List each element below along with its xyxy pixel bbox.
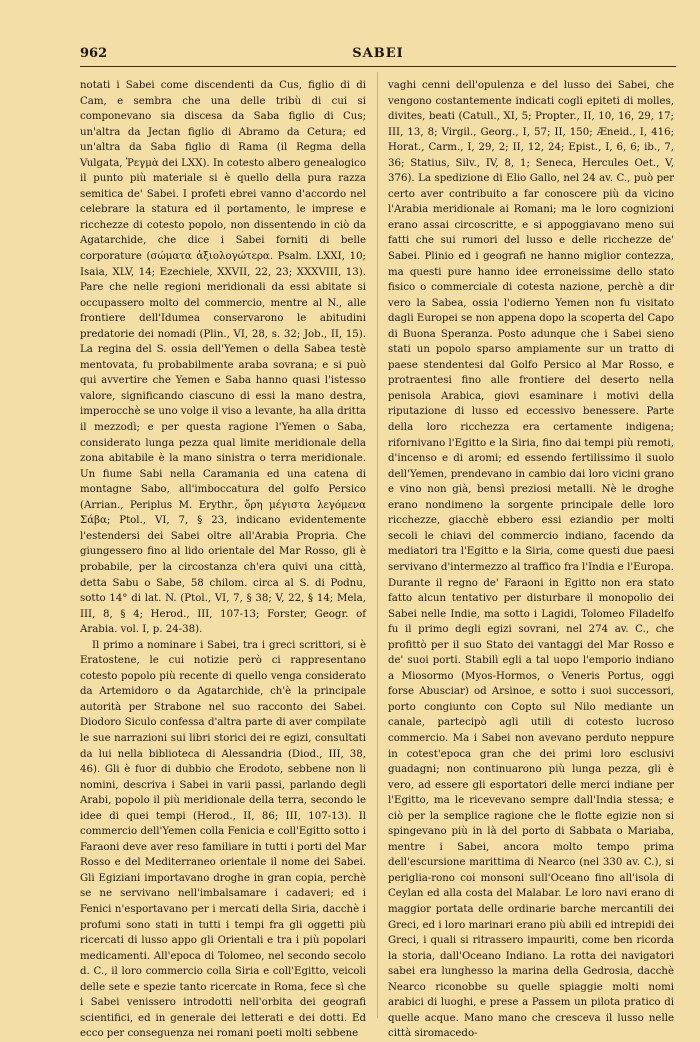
page-header [80,44,676,67]
right-paragraph-1: vaghi cenni dell'opulenza e del lusso dei Sabei, che vengono costantemente indicati cogli epiteti di molles, divites, beati (Catull., XI, 5; Propter., II, 10, 16, 29, 17; III, 13, 8; Virgil., Georg., I, 57; II, 150; Æneid., I, 416; Horat., Carm., I, 29, 2; II, 12, 24; Epist., I, 6, 6; ib., 7, 36; Statius, Silv., IV, 8, 1; Seneca, Hercules Oet., V, 376). La spedizione di Elio Gallo, nel 24 av. C., può per certo aver contribuito a far conoscere più da vicino l'Arabia meridionale ai Romani; ma le loro cognizioni erano assai circoscritte, e si appoggiavano meno sui fatti che sui rumori del lusso e delle ricchezze de' Sabei. Plinio ed i geografi ne hanno miglior contezza, ma questi pure hanno idee erroneissime dello stato fisico o commerciale di cotesta nazione, perchè a dir vero la Sabea, ossia l'odierno Yemen non fu visitato dagli Europei se non appena dopo la scoperta del Capo di Buona Speranza. Posto adunque che i Sabei sieno stati un popolo sparso ampiamente sur un tratto di paese stendentesi dal Golfo Persico al Mar Rosso, e protraentesi fino alle frontiere del deserto nella penisola Arabica, giovi esaminare i motivi della riputazione di lusso ed eccessivo benessere. Parte della loro ricchezza era certamente indigena; rifornivano l'Egitto e la Siria, fino dai tempi più remoti, d'incenso e di aromi; ed essendo fertilissimo il suolo dell'Yemen, prendevano in cambio dai loro vicini grano e vino non già, bensì preziosi metalli. Nè le droghe erano nondimeno la sorgente principale delle loro ricchezze, giacchè ebbero essi eziandio per molti secoli le chiavi del commercio indiano, facendo da mediatori tra l'Egitto e la Siria, come questi due paesi servivano d'intermezzo al traffico fra l'India e l'Europa. Durante il regno de' Faraoni in Egitto non era stato fatto alcun tentativo per disturbare il monopolio dei Sabei nelle Indie, ma sotto i Lagidi, Tolomeo Filadelfo fu il primo degli egizi sovrani, nel 274 av. C., che profittò per il suo Stato dei vantaggi del Mar Rosso e de' suoi porti. Stabilì egli a tal uopo l'emporio indiano a Miosormo (Myos-Hormos, o Veneris Portus, oggi forse Abusciar) od Arsinoe, e sotto i suoi successori, porto congiunto con Copto sul Nilo mediante un canale, partecipò agli utili di cotesto lucroso commercio. Ma i Sabei non avevano perduto neppure in cotest'epoca gran che dei primi loro esclusivi guadagni; non continuarono più lunga pezza, gli è vero, ad essere gli esportatori delle merci indiane per l'Egitto, ma le ricevevano sempre dall'India stessa; e ciò per la semplice ragione che le flotte egizie non si spingevano più in là del porto di Sabbata o Mariaba, mentre i Sabei, ancora molto tempo prima dell'escursione marittima di Nearco (nel 330 av. C.), si periglia-rono coi monsoni sull'Oceano fino all'isola di Ceylan ed alla costa del Malabar. Le loro navi erano di maggior portata delle ordinarie barche mercantili dei Greci, ed i loro marinari erano più abili ed intrepidi dei Greci, i quali si ritrassero impauriti, come ben ricorda la storia, dall'Oceano Indiano. La rotta dei navigatori sabei era lunghesso la marina della Gedrosia, dacchè Nearco riconobbe su quelle spiaggie molti nomi arabici di luoghi, e prese a Passem un pilota pratico di quelle acque. Mano mano che cresceva il lusso nelle città siromacedo- [388,80,674,1040]
column-divider [377,72,378,1018]
right-column [388,78,674,1040]
running-head: SABEI [352,46,404,61]
left-paragraph-2: Il primo a nominare i Sabei, tra i greci scrittori, si è Eratostene, le cui notizie però ci rappresentano cotesto popolo più recente di quello venga considerato da Artemidoro o da Agatarchide, ch'è la principale autorità per Strabone nel suo racconto dei Sabei. Diodoro Siculo confessa d'altra parte di aver compilate le sue narrazioni sui libri storici dei re egizi, consultati da lui nella biblioteca di Alessandria (Diod., III, 38, 46). Gli è fuor di dubbio che Erodoto, sebbene non li nomini, descriva i Sabei in varii passi, parlando degli Arabi, popolo il più meridionale della terra, secondo le idee di quei tempi (Herod., II, 86; III, 107-13). Il commercio dell'Yemen colla Fenicia e coll'Egitto sotto i Faraoni deve aver reso familiare in tutti i porti del Mar Rosso e del Mediterraneo orientale il nome dei Sabei. Gli Egiziani importavano droghe in gran copia, perchè se ne servivano nell'imbalsamare i cadaveri; ed i Fenici n'esportavano per i mercati della Siria, dacchè i profumi sono stati in tutti i tempi fra gli oggetti più ricercati di lusso appo gli Orientali e tra i più popolari medicamenti. All'epoca di Tolomeo, nel secondo secolo d. C., il loro commercio colla Siria e coll'Egitto, veicoli delle sete e spezie tanto ricercate in Roma, fece sì che i Sabei venissero introdotti nell'orbita dei geografi scientifici, ed in generale dei letterati e dei dotti. Ed ecco per conseguenza nei romani poeti molti sebbene [80,639,366,1040]
page-number: 962 [80,46,108,61]
left-column [80,78,366,1040]
left-paragraph-1: notati i Sabei come discendenti da Cus, figlio di di Cam, e sembra che una delle tribù di cui si componevano sia discesa da Saba figlio di Cus; un'altra da Jectan figlio di Abramo da Cetura; ed un'altra da Saba figlio di Rama (il Regma della Vulgata, Ῥεγμὰ dei LXX). In cotesto albero genealogico il punto più materiale si è quello della pura razza semitica de' Sabei. I profeti ebrei vanno d'accordo nel celebrare la statura ed il portamento, le imprese e ricchezze di cotesto popolo, non dissentendo in ciò da Agatarchide, che dice i Sabei forniti di belle corporature (σώματα ἀξιολογώτερα. Psalm. LXXI, 10; Isaia, XLV, 14; Ezechiele, XXVII, 22, 23; XXXVIII, 13). Pare che nelle regioni meridionali da essi abitate si occupassero molto del commercio, mentre al N., alle frontiere dell'Idumea conservarono le abitudini predatorie dei nomadi (Plin., VI, 28, s. 32; Job., II, 15). La regina del S. ossia dell'Yemen o della Sabea testè mentovata, fu probabilmente araba sovrana; e si può qui avvertire che Yemen e Saba hanno quasi l'istesso valore, significando ciascuno di essi la mano destra, imperocchè se uno volge il viso a levante, ha alla dritta il mezzodì; e per questa ragione l'Yemen o Saba, considerato lunga pezza qual limite meridionale della zona abitabile è la mano sinistra o terra meridionale. Un fiume Sabi nella Caramania ed una catena di montagne Sabo, all'imboccatura del golfo Persico (Arrian., Periplus M. Erythr., ὄρη μέγιστα λεγόμενα Σάβα; Ptol., VI, 7, § 23, indicano evidentemente l'estendersi dei Sabei oltre all'Arabia Propria. Che giungessero fino al lido orientale del Mar Rosso, gli è probabile, per la circostanza ch'era quivi una città, detta Sabu o Sabe, 58 chilom. circa al S. di Podnu, sotto 14° di lat. N. (Ptol., VI, 7, § 38; V, 22, § 14; Mela, III, 8, § 4; Herod., III, 107-13; Forster, Geogr. of Arabia. vol. I, p. 24-38). [80,80,366,636]
